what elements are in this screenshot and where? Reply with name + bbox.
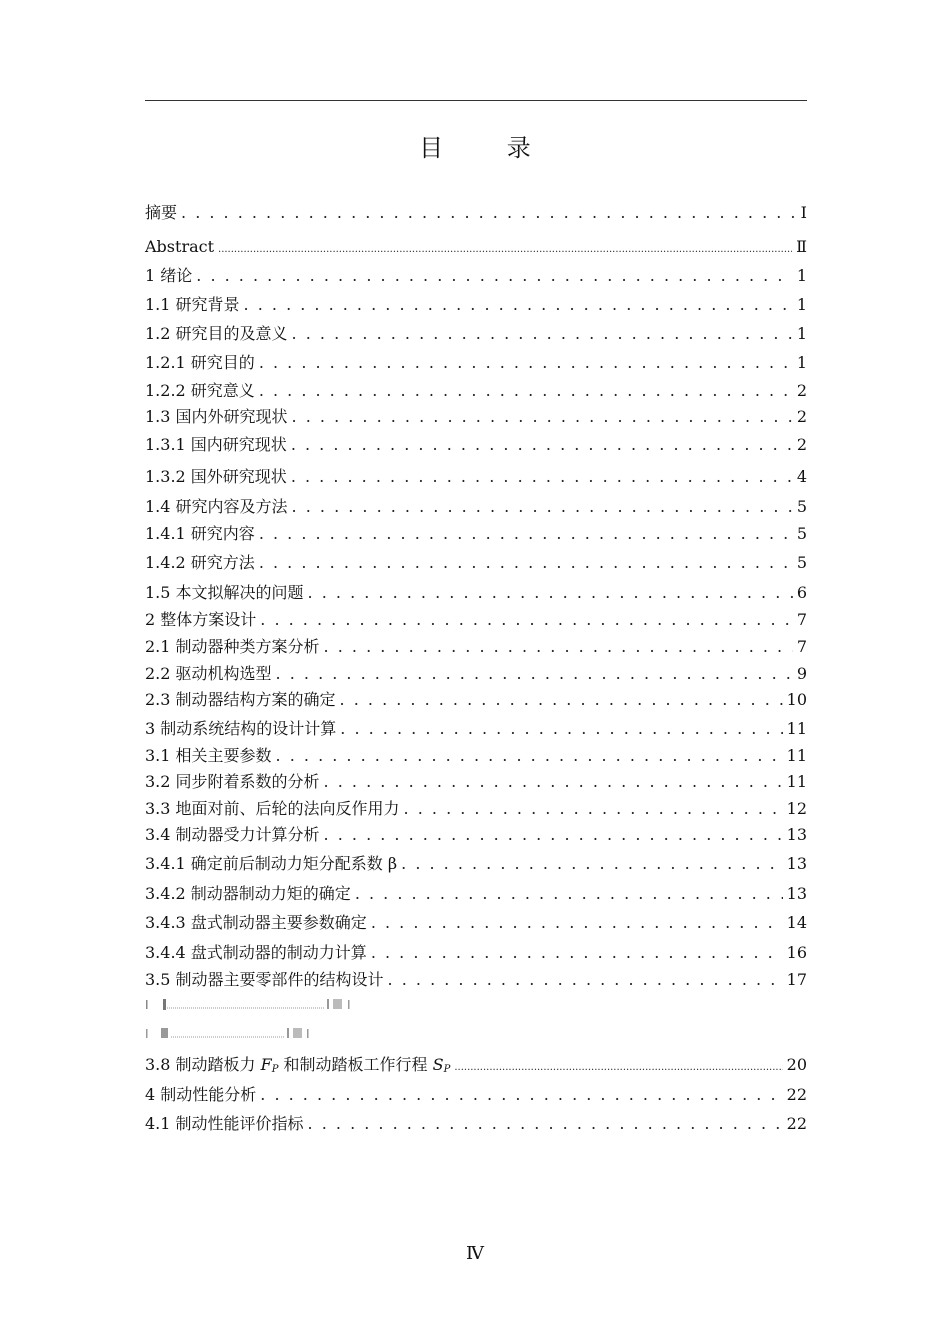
toc-entry[interactable]: 3.4.4 盘式制动器的制动力计算 . . . 16: [145, 943, 807, 963]
toc-entry[interactable]: 1.1 研究背景 . . . 1: [145, 295, 807, 315]
toc-entry[interactable]: 3.4.1 确定前后制动力矩分配系数 β . . . 13: [145, 854, 807, 874]
header-rule: [145, 100, 807, 101]
toc-entry[interactable]: 1.2.1 研究目的 . . . 1: [145, 353, 807, 373]
toc-entry[interactable]: 3.4 制动器受力计算分析 . . . 13: [145, 825, 807, 845]
toc-entry[interactable]: 1.4.1 研究内容 . . . 5: [145, 524, 807, 544]
toc-entry[interactable]: 2.3 制动器结构方案的确定 . . . 10: [145, 690, 807, 710]
garbled-entry-3-7: [145, 1026, 315, 1040]
toc-entry[interactable]: 1.3.2 国外研究现状 . . . 4: [145, 467, 807, 487]
toc-entry[interactable]: 1.3 国内外研究现状 . . . 2: [145, 407, 807, 427]
toc-entry[interactable]: 3.4.2 制动器制动力矩的确定 . . . 13: [145, 884, 807, 904]
toc-entry[interactable]: 1.4 研究内容及方法 . . . 5: [145, 497, 807, 517]
toc-entry[interactable]: 1.4.2 研究方法 . . . 5: [145, 553, 807, 573]
toc-entry[interactable]: 3.5 制动器主要零部件的结构设计 . . . 17: [145, 970, 807, 990]
page-title: 目 录: [419, 134, 559, 162]
toc-entry[interactable]: 摘要 . . . I: [145, 203, 807, 223]
toc-entry[interactable]: 3.8 制动踏板力 $F_P$ 和制动踏板工作行程 $S_P$ ..... 20: [145, 1055, 807, 1080]
toc-entry[interactable]: 1.2.2 研究意义 . . . 2: [145, 381, 807, 401]
toc-entry[interactable]: Abstract ..... Ⅱ: [145, 237, 807, 260]
toc-entry[interactable]: 1.2 研究目的及意义 . . . 1: [145, 324, 807, 344]
page-number: Ⅳ: [466, 1243, 484, 1264]
garbled-entry-3-6: [145, 997, 355, 1011]
toc-entry[interactable]: 3.2 同步附着系数的分析 . . . 11: [145, 772, 807, 792]
toc-entry[interactable]: 3.3 地面对前、后轮的法向反作用力 . . . 12: [145, 799, 807, 819]
toc-entry[interactable]: 3.1 相关主要参数 . . . 11: [145, 746, 807, 766]
toc-entry[interactable]: 2.2 驱动机构选型 . . . 9: [145, 664, 807, 684]
toc-entry[interactable]: 1.5 本文拟解决的问题 . . . 6: [145, 583, 807, 603]
toc-entry[interactable]: 2.1 制动器种类方案分析 . . . 7: [145, 637, 807, 657]
toc-entry[interactable]: 1 绪论 . . . 1: [145, 266, 807, 286]
toc-entry[interactable]: 3 制动系统结构的设计计算 . . . 11: [145, 719, 807, 739]
toc-entry[interactable]: 3.4.3 盘式制动器主要参数确定 . . . 14: [145, 913, 807, 933]
toc-entry[interactable]: 2 整体方案设计 . . . 7: [145, 610, 807, 630]
toc-entry[interactable]: 4 制动性能分析 . . . 22: [145, 1085, 807, 1105]
toc-entry[interactable]: 1.3.1 国内研究现状 . . . 2: [145, 435, 807, 455]
toc-entry[interactable]: 4.1 制动性能评价指标 . . . 22: [145, 1114, 807, 1134]
